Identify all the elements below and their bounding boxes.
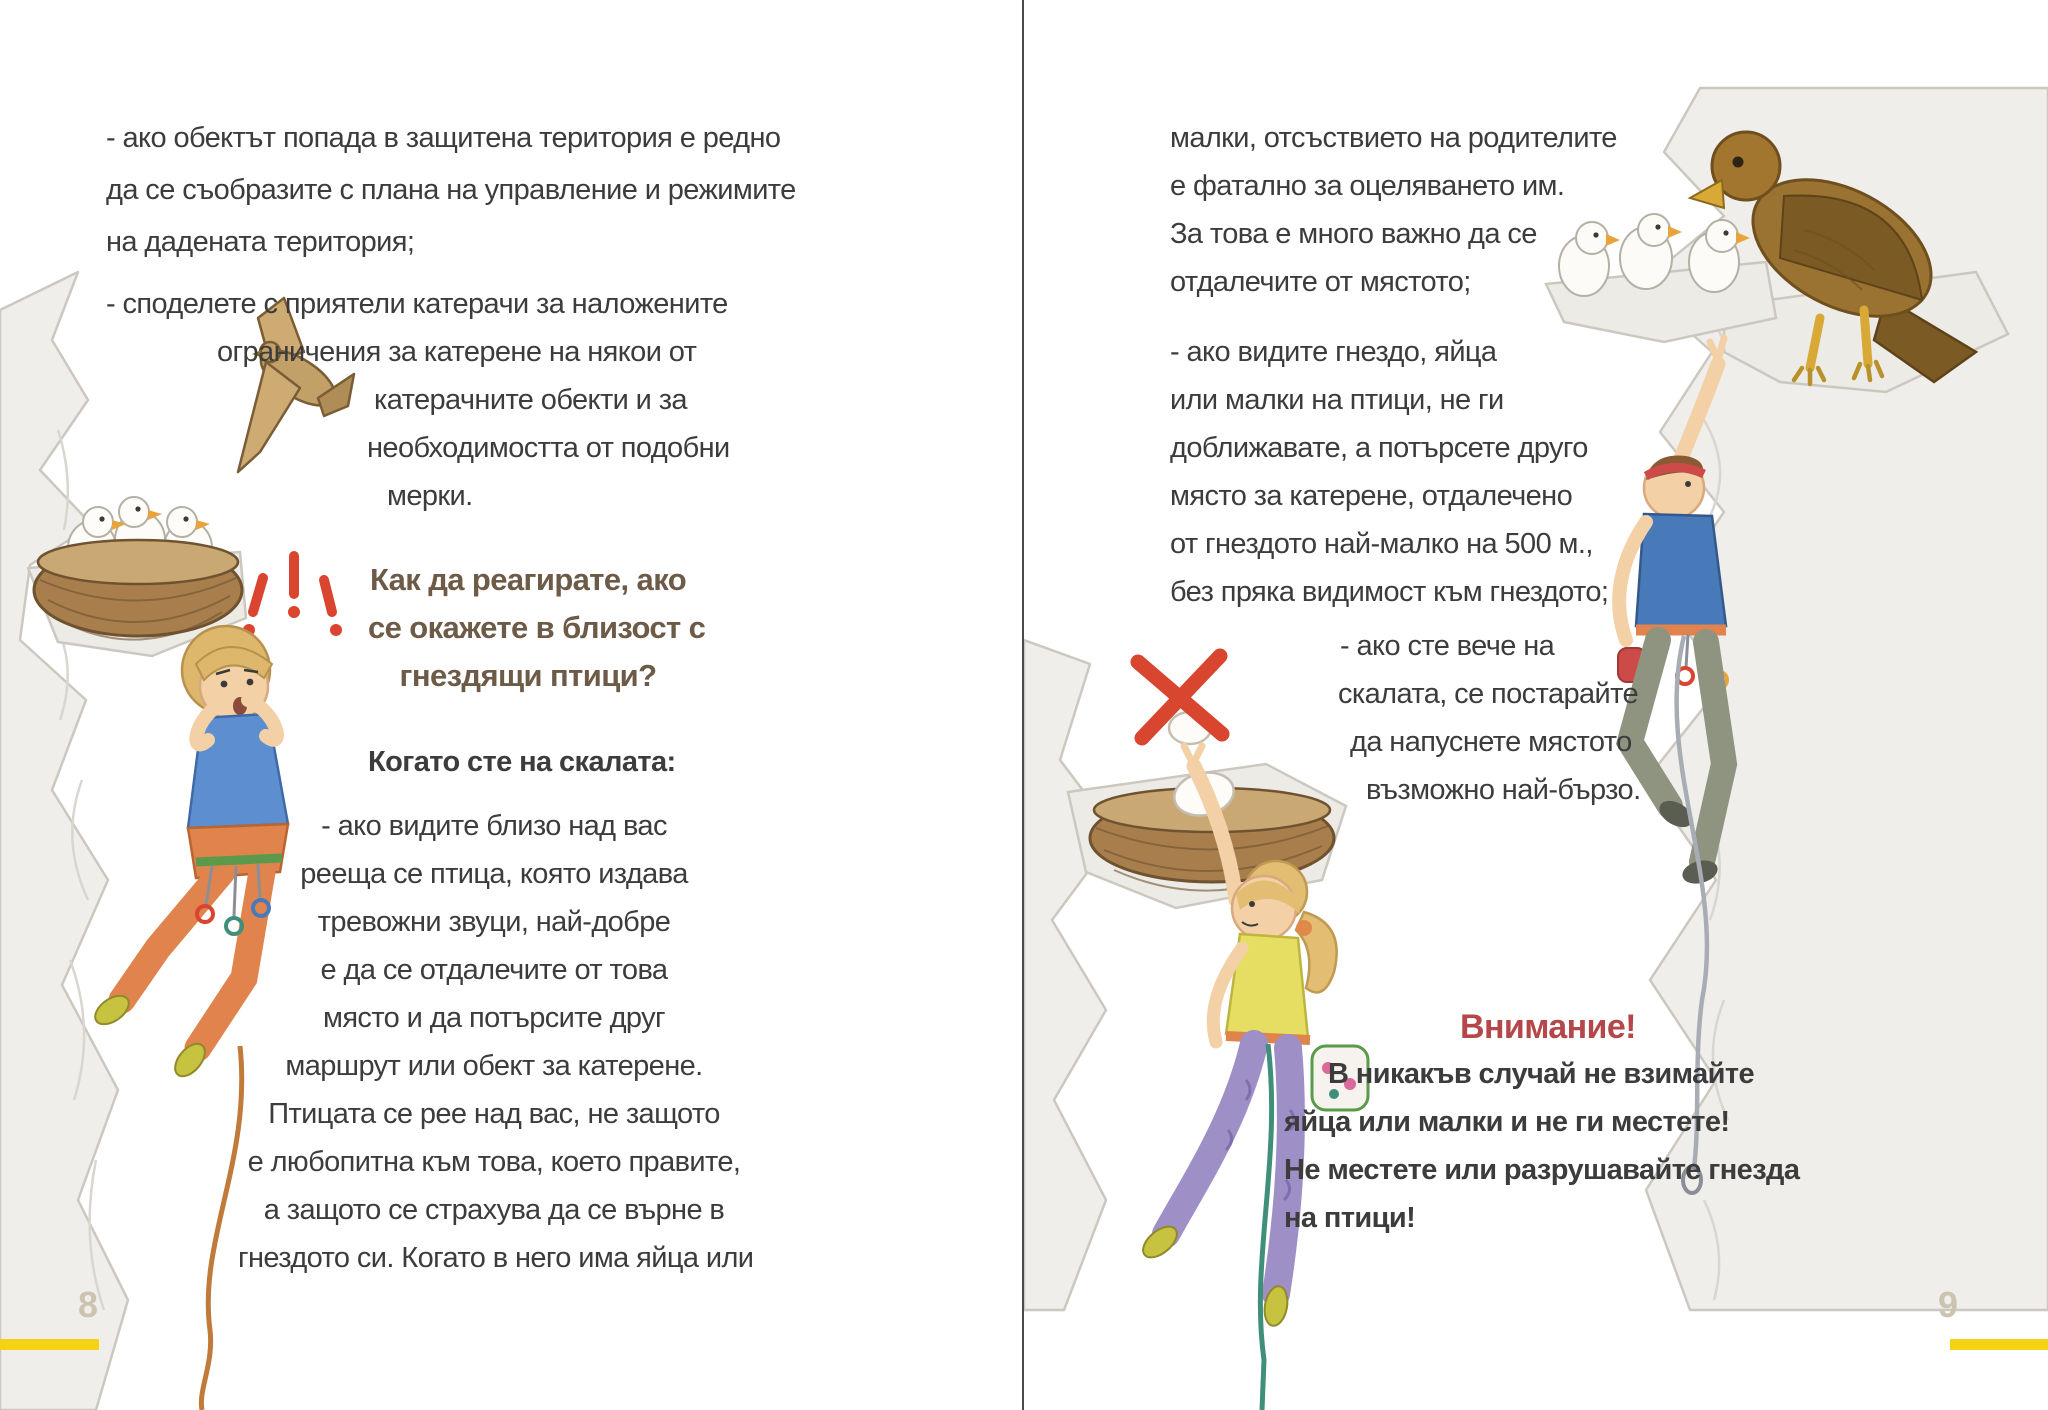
text-line: да напуснете мястото (1350, 726, 1632, 758)
accent-bar-right (1950, 1339, 2048, 1350)
text-line: тревожни звуци, най-добре (317, 906, 671, 938)
text-line: мерки. (387, 480, 473, 512)
text-line: маршрут или обект за катерене. (285, 1050, 703, 1082)
left-paragraph-3 (238, 802, 754, 1282)
text-line: необходимостта от подобни (367, 432, 730, 464)
text-line: на птици! (1284, 1202, 1416, 1234)
left-paragraph-2 (106, 280, 730, 520)
text-line: на дадената територия; (106, 226, 415, 258)
right-paragraph-1 (1170, 114, 1617, 306)
text-line: е фатално за оцеляването им. (1170, 170, 1565, 202)
warning-title: Внимание! (1460, 1008, 1636, 1046)
warning-section (1284, 1004, 1799, 1242)
text-line: място и да потърсите друг (322, 1002, 666, 1034)
page-number-right: 9 (1938, 1284, 1959, 1325)
green-rope-illustration (1260, 1044, 1271, 1410)
text-line: гнездящи птици? (399, 658, 657, 693)
text-line: доближавате, а потърсете друго (1170, 432, 1588, 464)
text-line: скалата, се постарайте (1338, 678, 1639, 710)
text-line: яйца или малки и не ги местете! (1284, 1106, 1730, 1138)
text-line: възможно най-бързо. (1366, 774, 1641, 806)
text-line: Как да реагирате, ако (369, 562, 687, 597)
text-line: Не местете или разрушавайте гнезда (1284, 1154, 1800, 1186)
text-line: - ако видите близо над вас (321, 810, 667, 842)
text-line: За това е много важно да се (1170, 218, 1537, 250)
text-line: ограничения за катерене на някои от (217, 336, 697, 368)
accent-bar-left (0, 1339, 99, 1350)
right-paragraph-2 (1170, 328, 1608, 616)
warning-lines (1284, 1050, 1799, 1242)
text-line: се окажете в близост с (368, 610, 706, 645)
text-line: - споделете с приятели катерачи за наложените (106, 288, 728, 320)
text-line: е да се отдалечите от това (320, 954, 668, 986)
text-line: - ако обектът попада в защитена територия е редно (106, 122, 781, 154)
right-paragraph-3 (1338, 622, 1641, 814)
text-line: гнездото си. Когато в него има яйца или (238, 1242, 754, 1274)
text-line: от гнездото най-малко на 500 м., (1170, 528, 1593, 560)
text-line: е любопитна към това, което правите, (247, 1146, 741, 1178)
text-line: без пряка видимост към гнездото; (1170, 576, 1609, 608)
alarm-exclamation-marks-illustration (243, 556, 342, 636)
text-line: Птицата се рее над вас, не защото (268, 1098, 720, 1130)
text-line: да се съобразите с плана на управление и режимите (106, 174, 796, 206)
text-line: малки, отсъствието на родителите (1170, 122, 1617, 154)
climbing-rope-illustration (201, 1046, 241, 1410)
text-line: или малки на птици, не ги (1170, 384, 1504, 416)
text-line: В никакъв случай не взимайте (1328, 1058, 1755, 1090)
text-line: рееща се птица, която издава (300, 858, 688, 890)
text-line: място за катерене, отдалечено (1170, 480, 1573, 512)
text-line: а защото се страхува да се върне в (263, 1194, 725, 1226)
text-line: - ако видите гнездо, яйца (1170, 336, 1497, 368)
page-number-left: 8 (78, 1284, 99, 1325)
text-line: катерачните обекти и за (374, 384, 687, 416)
section-heading (368, 556, 706, 700)
text-line: - ако сте вече на (1340, 630, 1555, 662)
left-paragraph-1 (106, 112, 796, 268)
left-subheading: Когато сте на скалата: (368, 746, 676, 778)
text-line: отдалечите от мястото; (1170, 266, 1471, 298)
page-divider (1022, 0, 1024, 1410)
